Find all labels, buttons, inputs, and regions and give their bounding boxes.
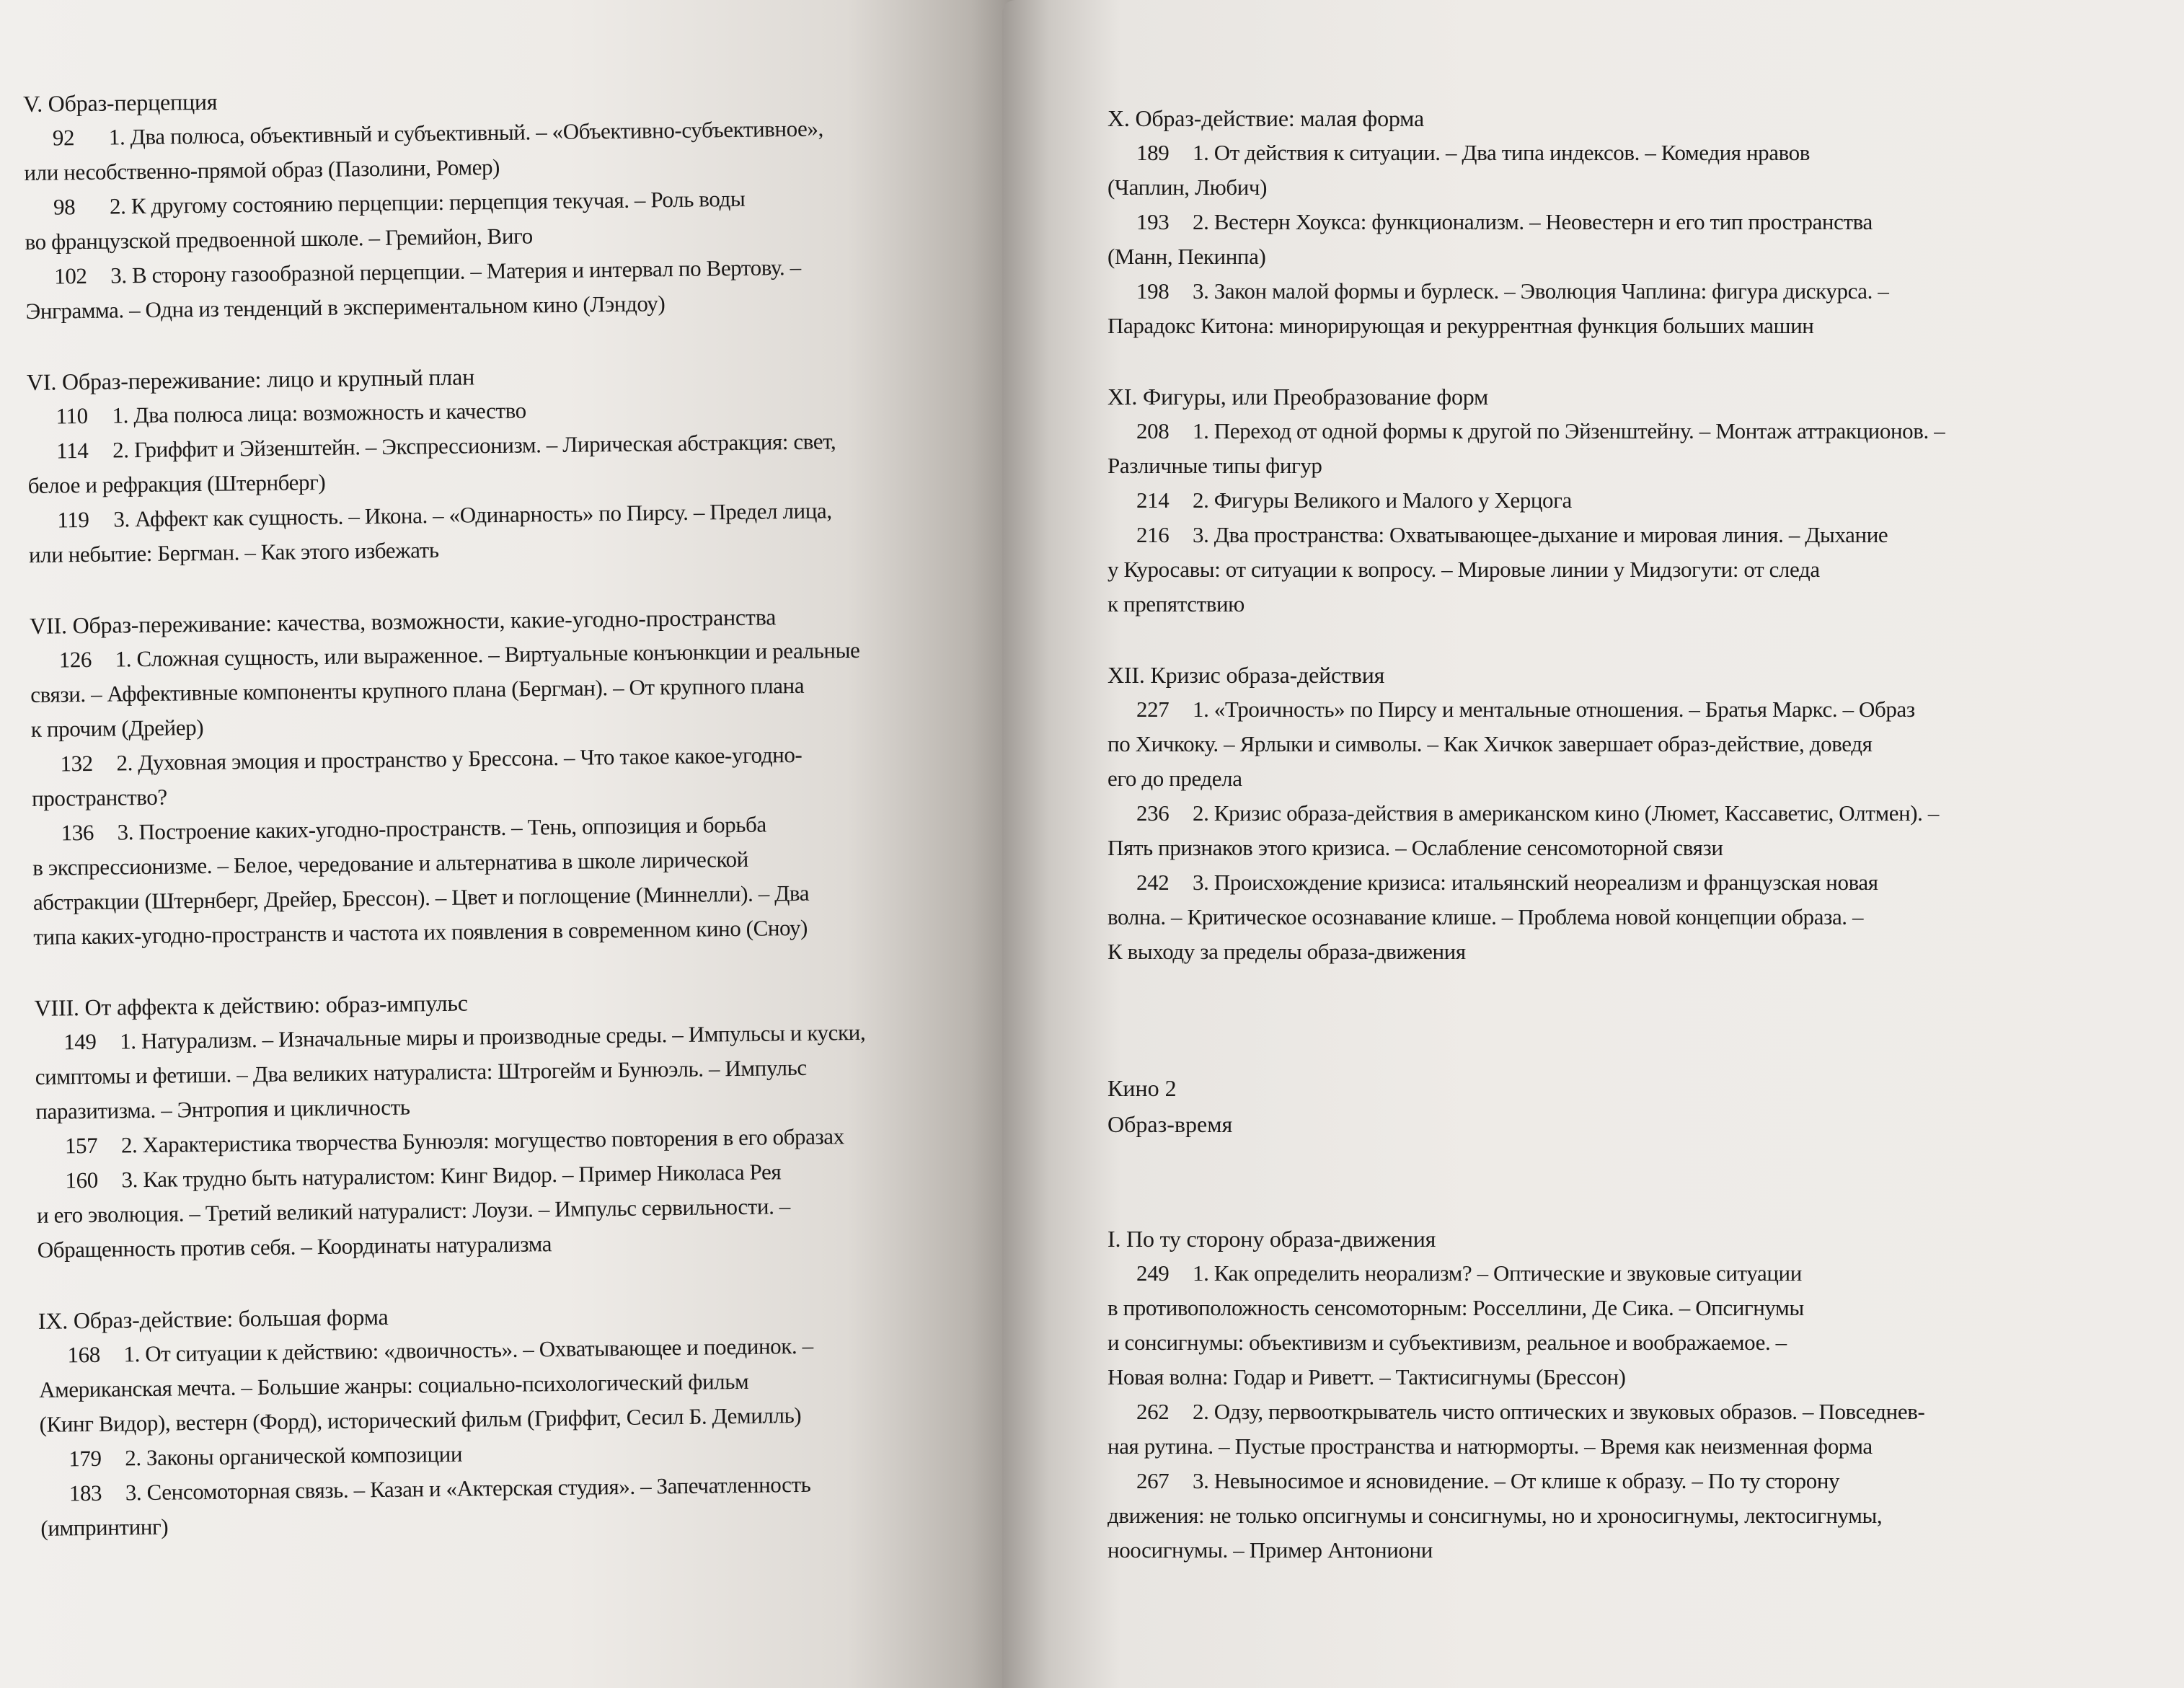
entry-continuation: (Чаплин, Любич) [1108,174,1268,200]
entry-text: 1. Переход от одной формы к другой по Эйзенштейну. – Монтаж аттракционов. – [1193,418,1945,443]
page-number: 249 [1136,1260,1170,1286]
entry-continuation: связи. – Аффективные компоненты крупного плана (Бергман). – От крупного плана [30,672,805,707]
entry-continuation: его до предела [1108,766,1242,791]
toc-entry [1108,692,2155,796]
toc-section [34,979,1004,1268]
left-page [0,0,1033,1688]
toc-entry [1108,1395,2155,1464]
section-title: X. Образ-действие: малая форма [1108,105,1425,131]
toc-section [1108,379,2155,622]
page-number: 136 [61,819,94,846]
entry-text: 1. Два полюса лица: возможность и качество [112,397,526,428]
entry-continuation: Парадокс Китона: минорирующая и рекуррентная функция больших машин [1108,313,1814,338]
entry-continuation: к прочим (Дрейер) [30,715,204,742]
entry-text: 2. Характеристика творчества Бунюэля: могущество повторения в его образах [120,1123,844,1158]
entry-text: 3. Построение каких-угодно-пространств. – Тень, оппозиция и борьба [117,811,766,845]
toc-section [30,597,1000,955]
entry-continuation: к препятствию [1108,591,1244,617]
toc-entry [1108,518,2155,622]
book-subtitle: Образ-время [1108,1111,1233,1137]
entry-continuation: во французской предвоенной школе. – Гремийон, Виго [25,223,533,255]
entry-text: 1. Натурализм. – Изначальные миры и производные среды. – Импульсы и куски, [119,1019,866,1054]
page-number: 168 [67,1341,101,1368]
toc-entry [1108,796,2155,865]
entry-text: 2. Духовная эмоция и пространство у Брессона. – Что такое какое-угодно- [116,741,803,776]
entry-text: 3. Как трудно быть натуралистом: Кинг Видор. – Пример Николаса Рея [121,1159,782,1193]
entry-text: 2. Вестерн Хоукса: функционализм. – Неовестерн и его тип пространства [1193,209,1873,234]
page-number: 126 [58,646,92,673]
toc-entry [24,110,991,190]
toc-section [1108,658,2155,969]
toc-section [23,75,992,329]
page-number: 227 [1136,697,1170,722]
entry-text: 2. Гриффит и Эйзенштейн. – Экспрессионизм. – Лирическая абстракция: свет, [112,428,836,463]
toc-entry [31,735,998,816]
section-title: VIII. От аффекта к действию: образ-импульс [34,989,468,1021]
entry-text: 1. «Троичность» по Пирсу и ментальные отношения. – Братья Маркс. – Образ [1193,697,1915,722]
entry-continuation: волна. – Критическое осознавание клише. – Проблема новой концепции образа. – [1108,904,1864,929]
entry-continuation: движения: не только опсигнумы и сонсигнумы, но и хроносигнумы, лектосигнумы, [1108,1503,1883,1528]
entry-continuation: (Кинг Видор), вестерн (Форд), исторический фильм (Гриффит, Сесил Б. Демилль) [39,1402,802,1437]
page-number: 157 [64,1132,98,1159]
page-number: 114 [56,437,89,464]
entry-text: 3. В сторону газообразной перцепции. – Материя и интервал по Вертову. – [110,254,801,288]
section-title: I. По ту сторону образа-движения [1108,1226,1436,1252]
toc-entry [28,492,995,573]
section-title: XI. Фигуры, или Преобразование форм [1108,384,1489,410]
toc-entry [25,179,991,260]
page-number: 179 [68,1445,102,1472]
entry-continuation: в экспрессионизме. – Белое, чередование и альтернатива в школе лирической [32,846,749,880]
toc-section [27,353,995,573]
entry-continuation: Новая волна: Годар и Риветт. – Тактисигнумы (Брессон) [1108,1364,1626,1389]
entry-text: 2. К другому состоянию перцепции: перцепция текучая. – Роль воды [109,185,746,219]
entry-text: 3. Невыносимое и ясновидение. – От клише к образу. – По ту сторону [1193,1468,1840,1493]
entry-text: 1. Как определить неорализм? – Оптические и звуковые ситуации [1193,1260,1802,1286]
toc-entry [38,1326,1006,1441]
entry-continuation: или небытие: Бергман. – Как этого избежать [28,537,439,567]
entry-continuation: по Хичкоку. – Ярлыки и символы. – Как Хичкок завершает образ-действие, доведя [1108,731,1873,756]
entry-continuation: белое и рефракция (Штернберг) [27,469,326,498]
entry-text: 3. Закон малой формы и бурлеск. – Эволюция Чаплина: фигура дискурса. – [1193,278,1889,304]
entry-continuation: и его эволюция. – Третий великий натуралист: Лоузи. – Импульс сервильности. – [36,1193,791,1228]
right-toc-part2 [1108,1221,2155,1568]
toc-entry [1108,865,2155,969]
section-title: XII. Кризис образа-действия [1108,662,1385,688]
right-toc [1108,101,2155,969]
toc-entry [27,423,994,503]
section-title: VII. Образ-переживание: качества, возможности, какие-угодно-пространства [29,604,777,639]
page-number: 149 [63,1028,97,1055]
entry-continuation: пространство? [31,784,167,811]
entry-continuation: Американская мечта. – Большие жанры: социально-психологический фильм [38,1368,749,1402]
entry-continuation: абстракции (Штернберг, Дрейер, Брессон). – Цвет и поглощение (Миннелли). – Два [32,880,810,915]
entry-continuation: ноосигнумы. – Пример Антониони [1108,1537,1433,1563]
toc-entry [1108,414,2155,483]
entry-text: 1. Два полюса, объективный и субъективный. – «Объективно-субъективное», [108,115,824,150]
entry-continuation: и сонсигнумы: объективизм и субъективизм, реальное и воображаемое. – [1108,1330,1787,1355]
entry-text: 2. Одзу, первооткрыватель чисто оптических и звуковых образов. – Повседнев- [1193,1399,1925,1424]
entry-text: 3. Сенсомоторная связь. – Казан и «Актерская студия». – Запечатленность [125,1471,811,1506]
entry-continuation: у Куросавы: от ситуации к вопросу. – Мировые линии у Мидзогути: от следа [1108,557,1820,582]
entry-continuation: К выходу за пределы образа-движения [1108,939,1466,964]
page-number: 119 [57,506,89,533]
entry-text: 1. От действия к ситуации. – Два типа индексов. – Комедия нравов [1193,140,1810,165]
section-title: IX. Образ-действие: большая форма [37,1303,389,1334]
entry-continuation: типа каких-угодно-пространств и частота их появления в современном кино (Сноу) [33,914,808,950]
page-number: 132 [60,750,93,777]
page-number: 110 [56,402,88,429]
page-number: 216 [1136,522,1170,547]
entry-text: 1. От ситуации к действию: «двоичность». – Охватывающее и поединок. – [123,1333,813,1367]
page-number: 208 [1136,418,1170,443]
page-number: 262 [1136,1399,1170,1424]
page-number: 183 [68,1480,102,1506]
entry-text: 2. Фигуры Великого и Малого у Херцога [1193,487,1572,513]
entry-continuation: ная рутина. – Пустые пространства и натюрморты. – Время как неизменная форма [1108,1433,1873,1459]
entry-continuation: или несобственно-прямой образ (Пазолини, Ромер) [24,154,500,185]
toc-entry [1108,1464,2155,1568]
page-number: 214 [1136,487,1170,513]
right-page [1002,0,2184,1688]
section-title: V. Образ-перцепция [23,88,218,117]
toc-entry [36,1152,1004,1268]
page-number: 267 [1136,1468,1170,1493]
toc-entry [1108,274,2155,343]
page-number: 236 [1136,800,1170,826]
entry-text: 3. Два пространства: Охватывающее-дыхание и мировая линия. – Дыхание [1193,522,1888,547]
entry-continuation: Энграмма. – Одна из тенденций в экспериментальном кино (Лэндоу) [25,291,666,324]
toc-entry [35,1014,1002,1129]
entry-continuation: (импринтинг) [40,1514,169,1541]
toc-entry [1108,205,2155,274]
toc-entry [1108,483,2155,518]
entry-text: 2. Кризис образа-действия в американском кино (Люмет, Кассаветис, Олтмен). – [1193,800,1939,826]
entry-continuation: Различные типы фигур [1108,453,1322,478]
toc-entry [32,805,999,955]
book-title: Кино 2 [1108,1075,1177,1101]
entry-continuation: (Манн, Пекинпа) [1108,244,1266,269]
toc-entry [1108,136,2155,205]
toc-entry [40,1464,1007,1545]
page-number: 242 [1136,870,1170,895]
toc-section [1108,101,2155,343]
entry-continuation: Обращенность против себя. – Координаты натурализма [37,1231,552,1263]
section-title: VI. Образ-переживание: лицо и крупный план [26,363,475,395]
toc-section [38,1292,1007,1546]
left-toc [23,75,1007,1546]
entry-continuation: Пять признаков этого кризиса. – Ослабление сенсомоторной связи [1108,835,1723,860]
page-number: 160 [65,1167,99,1193]
book-heading [1108,1070,2155,1142]
page-number: 193 [1136,209,1170,234]
toc-section [1108,1221,2155,1568]
page-number: 198 [1136,278,1170,304]
toc-entry [25,248,992,329]
page-number: 102 [54,262,87,289]
entry-text: 1. Сложная сущность, или выраженное. – Виртуальные конъюнкции и реальные [115,637,860,672]
page-number: 189 [1136,140,1170,165]
entry-text: 3. Аффект как сущность. – Икона. – «Одинарность» по Пирсу. – Предел лица, [113,498,832,532]
toc-entry [1108,1256,2155,1395]
entry-continuation: в противоположность сенсомоторным: Росселлини, Де Сика. – Опсигнумы [1108,1295,1804,1320]
entry-text: 3. Происхождение кризиса: итальянский неореализм и французская новая [1193,870,1878,895]
entry-continuation: симптомы и фетиши. – Два великих натуралиста: Штрогейм и Бунюэль. – Импульс [35,1054,807,1090]
entry-text: 2. Законы органической композиции [125,1441,463,1471]
entry-continuation: паразитизма. – Энтропия и цикличность [35,1094,410,1124]
page-number: 92 [52,125,75,151]
toc-entry [30,632,997,747]
page-number: 98 [53,194,76,220]
